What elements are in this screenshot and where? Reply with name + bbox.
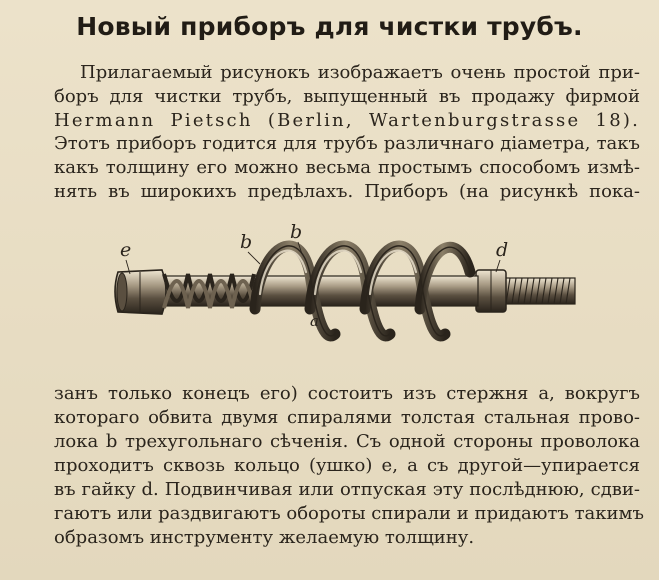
nut-d: [476, 270, 506, 312]
text-line: котораго обвита двумя спиралями толстая стальная прово-: [54, 407, 640, 428]
label-a: a: [310, 312, 319, 330]
text-line: въ гайку d. Подвинчивая или отпуская эту послѣднюю, сдви-: [54, 479, 640, 500]
label-d: d: [496, 239, 509, 261]
text-line: Hermann Pietsch (Berlin, Wartenburgstrasse 18).: [54, 110, 640, 131]
ring-e: [115, 270, 166, 314]
text-line: проходитъ сквозь кольцо (ушко) e, а съ другой—упирается: [54, 455, 640, 476]
article-title: Новый приборъ для чистки трубъ.: [76, 12, 583, 41]
text-line: лока b трехугольнаго сѣченія. Съ одной стороны проволока: [54, 431, 640, 452]
text-line: Прилагаемый рисунокъ изображаетъ очень простой при-: [80, 62, 640, 83]
text-line: нять въ широкихъ предѣлахъ. Приборъ (на рисункѣ пока-: [54, 181, 640, 202]
text-line: какъ толщину его можно весьма простымъ способомъ измѣ-: [54, 157, 640, 178]
text-line: Этотъ приборъ годится для трубъ различнаго діаметра, такъ: [54, 133, 640, 154]
threaded-end: [505, 278, 575, 304]
label-b-first: b: [240, 231, 253, 253]
label-e: e: [120, 239, 132, 261]
pipe-cleaner-illustration: [110, 214, 580, 364]
label-b-second: b: [290, 221, 303, 243]
text-line: гаютъ или раздвигаютъ обороты спирали и придаютъ такимъ: [54, 503, 644, 524]
text-line: образомъ инструменту желаемую толщину.: [54, 527, 475, 548]
text-line: занъ только конецъ его) состоитъ изъ стержня a, вокругъ: [54, 383, 640, 404]
text-line: боръ для чистки трубъ, выпущенный въ продажу фирмой: [54, 86, 640, 107]
